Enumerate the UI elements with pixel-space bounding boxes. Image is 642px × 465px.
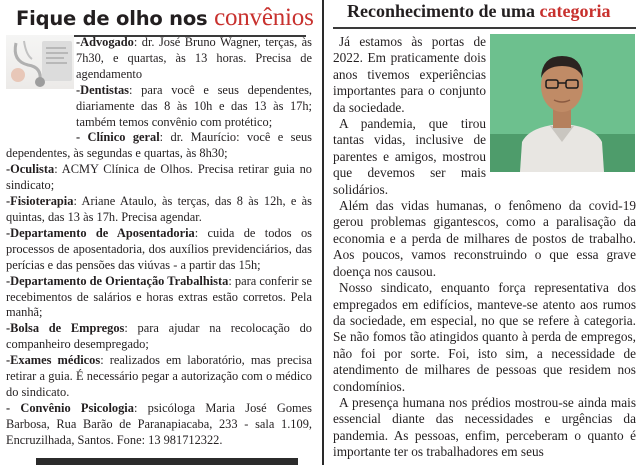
left-headline xyxy=(16,4,314,32)
list-item: - Clínico geral: dr. Maurício: você e seus dependentes, às segundas e quartas, às 8h30; xyxy=(6,130,312,161)
list-item: -Dentistas: para você e seus dependentes, diariamente das 8 às 10h e das 13 às 17h; também temos convênio com protético; xyxy=(76,82,312,129)
convenios-list xyxy=(6,35,312,449)
list-item: -Advogado: dr. José Bruno Wagner, terças, às 7h30, e quartas, às 13 horas. Precisa de agendamento xyxy=(76,35,312,81)
left-column xyxy=(6,0,316,465)
column-divider xyxy=(322,0,324,465)
list-item: -Fisioterapia: Ariane Ataulo, às terças, das 8 às 12h, e às quintas, das 13 às 17h. Precisa agendar. xyxy=(6,194,312,224)
right-headline xyxy=(347,1,610,22)
paragraph: Nosso sindicato, enquanto força representativa dos empregados em edifícios, manteve-se atento aos rumos da sociedade, em especial, no que se refere à categoria. Se não fomos tão atingidos quanto à perda de empregos, não foi por sorte. Foi, isto sim, a necessidade de atendimento de milhares de pessoas que residem nos condomínios. xyxy=(333,280,636,394)
right-headline-accent: categoria xyxy=(539,1,611,21)
list-item: - Convênio Psicologia: psicóloga Maria José Gomes Barbosa, Rua Barão de Paranapiacaba, 233 - sala 1.109, Encruzilhada, Santos. Fone: 13 981712322. xyxy=(6,400,312,447)
right-headline-main: Reconhecimento de uma xyxy=(347,1,540,21)
list-item: -Exames médicos: realizados em laboratório, mas precisa retirar a guia. É necessário pegar a autorização com o médico do sindicato. xyxy=(6,353,312,399)
list-item: -Oculista: ACMY Clínica de Olhos. Precisa retirar guia no sindicato; xyxy=(6,162,312,193)
paragraph: Além das vidas humanas, o fenômeno da covid-19 gerou problemas gigantescos, como a paralisação da economia e a perda de milhares de postos de trabalho. Aos poucos, vamos reconstruindo o que essa grave doença nos causou. xyxy=(333,198,636,279)
right-title-rule xyxy=(333,27,636,29)
list-item: -Departamento de Orientação Trabalhista: para conferir se recebimentos de salários e horas extras estão corretos. Pela manhã; xyxy=(6,273,313,320)
list-item: -Bolsa de Empregos: para ajudar na recolocação do companheiro desempregado; xyxy=(6,321,312,352)
bottom-bar xyxy=(36,458,298,465)
paragraph: A pandemia, que tirou tantas vidas, inclusive de parentes e amigos, mostrou que devemos ser mais solidários. xyxy=(333,116,486,197)
paragraph: Já estamos às portas de 2022. Em praticamente dois anos tivemos experiências importantes para o conjunto da sociedade. xyxy=(333,34,486,115)
left-headline-accent: convênios xyxy=(214,4,314,31)
editorial-body xyxy=(333,34,636,461)
right-column xyxy=(333,0,636,465)
paragraph: A presença humana nos prédios mostrou-se ainda mais essencial diante das necessidades e urgências da pandemia. As pessoas, enfim, perceberam o quanto é importante ter os trabalhadores em seus xyxy=(333,394,636,460)
left-headline-main: Fique de olho nos xyxy=(16,7,215,30)
list-item: -Departamento de Aposentadoria: cuida de todos os processos de aposentadoria, dos auxílios previdenciários, das perícias e das pensões das viúvas - a partir das 15h; xyxy=(6,225,312,272)
